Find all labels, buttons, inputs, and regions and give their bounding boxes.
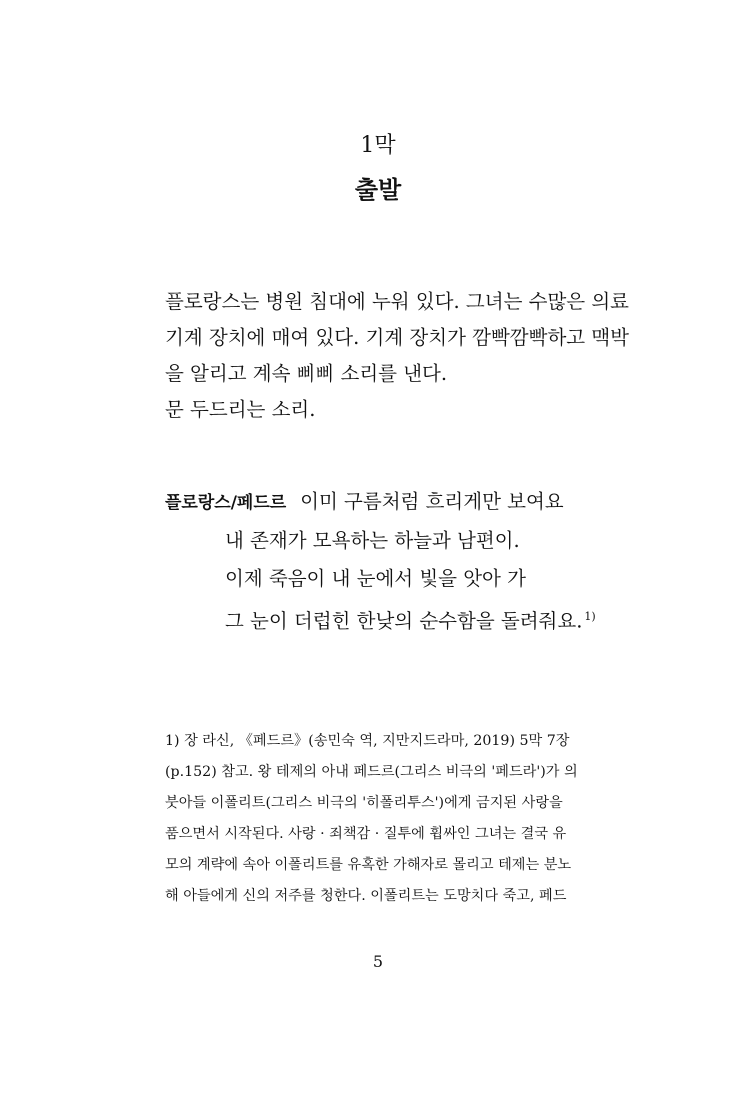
page-number: 5 (372, 952, 384, 971)
footnote-line: 1) 장 라신, 《페드르》(송민숙 역, 지만지드라마, 2019) 5막 7장 (165, 733, 570, 749)
footnote-line: 해 아들에게 신의 저주를 청한다. 이폴리트는 도망치다 죽고, 페드 (165, 888, 567, 904)
footnote-line: 품으면서 시작된다. 사랑 · 죄책감 · 질투에 휩싸인 그녀는 결국 유 (165, 826, 567, 842)
speaker-name: 플로랑스/페드르 (165, 493, 287, 513)
verse-line: 내 존재가 모욕하는 하늘과 남편이. (225, 529, 520, 552)
footnote-line: 붓아들 이폴리트(그리스 비극의 '히폴리투스')에게 금지된 사랑을 (165, 795, 563, 811)
stage-direction-line: 을 알리고 계속 삐삐 소리를 낸다. (165, 362, 448, 385)
verse-line-last (165, 598, 645, 641)
verse-line: 그 눈이 더럽힌 한낮의 순수함을 돌려줘요. (225, 609, 583, 633)
stage-direction-line: 플로랑스는 병원 침대에 누워 있다. 그녀는 수많은 의료 (165, 290, 630, 313)
verse-line: 이제 죽음이 내 눈에서 빛을 앗아 가 (225, 567, 526, 590)
stage-direction (165, 284, 645, 428)
footnote (165, 726, 635, 912)
stage-direction-line: 기계 장치에 매여 있다. 기계 장치가 깜빡깜빡하고 맥박 (165, 326, 630, 349)
verse-line: 이미 구름처럼 흐리게만 보여요 (300, 490, 564, 513)
stage-direction-line: 문 두드리는 소리. (165, 398, 316, 421)
footnote-line: (p.152) 참고. 왕 테제의 아내 페드르(그리스 비극의 '페드라')가 의 (165, 764, 578, 780)
act-title: 출발 (354, 176, 402, 204)
footnote-line: 모의 계략에 속아 이폴리트를 유혹한 가해자로 몰리고 테제는 분노 (165, 857, 572, 873)
dialogue-first-line (165, 483, 645, 522)
act-number: 1막 (360, 133, 396, 158)
dialogue-block (165, 483, 645, 641)
footnote-reference[interactable]: 1) (584, 610, 596, 623)
